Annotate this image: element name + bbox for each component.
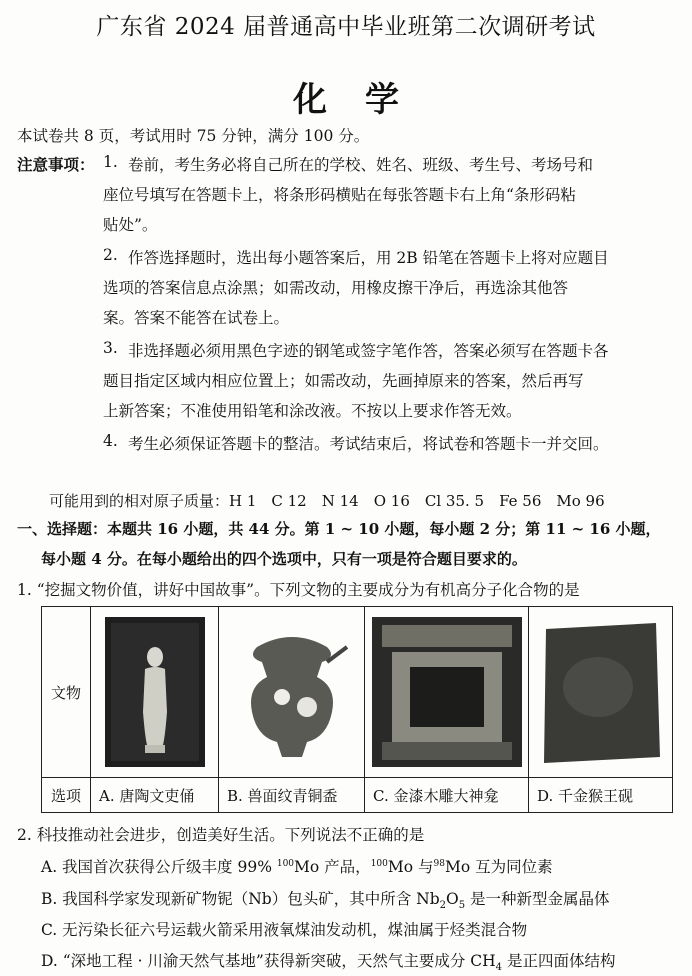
text: Mo 产品， — [294, 858, 371, 876]
monkey-king-inkstone-image — [538, 617, 663, 767]
text: 是一种新型金属晶体 — [465, 890, 610, 908]
mass-number: 100 — [370, 858, 388, 869]
q2-stem: 2. 科技推动社会进步，创造美好生活。下列说法不正确的是 — [17, 826, 425, 844]
atomic-masses: 可能用到的相对原子质量：H 1 C 12 N 14 O 16 Cl 35. 5 Fe 56 Mo 96 — [49, 492, 605, 510]
section1-line1: 一、选择题：本题共 16 小题，共 44 分。第 1 ~ 10 小题，每小题 2 分；第 11 ~ 16 小题， — [17, 520, 661, 538]
q1-option-c: C. 金漆木雕大神龛 — [365, 778, 529, 813]
notice-line: 考生必须保证答题卡的整洁。考试结束后，将试卷和答题卡一并交回。 — [128, 435, 609, 453]
gilded-wood-shrine-image — [372, 617, 522, 767]
notice-line: 贴处”。 — [103, 216, 158, 234]
notice-num: 4. — [103, 432, 118, 450]
text: 是正四面体结构 — [502, 952, 616, 970]
notice-num: 3. — [103, 339, 118, 357]
notice-line: 选项的答案信息点涂黑；如需改动，用橡皮擦干净后，再选涂其他答 — [103, 279, 569, 297]
notice-line: 上新答案；不准使用铅笔和涂改液。不按以上要求作答无效。 — [103, 402, 522, 420]
q1-option-b: B. 兽面纹青铜盉 — [219, 778, 365, 813]
q1-artifact-table — [41, 606, 673, 813]
subject-title: 化学 — [293, 80, 437, 120]
text: B. 我国科学家发现新矿物铌（Nb）包头矿，其中所含 Nb — [41, 890, 440, 908]
text: A. 我国首次获得公斤级丰度 99% — [41, 858, 277, 876]
notice-line: 题目指定区域内相应位置上；如需改动，先画掉原来的答案，然后再写 — [103, 372, 584, 390]
notice-label: 注意事项： — [17, 155, 95, 174]
notice-line: 卷前，考生务必将自己所在的学校、姓名、班级、考生号、考场号和 — [128, 156, 594, 174]
notice-num: 1. — [103, 153, 118, 171]
text: Mo 与 — [387, 858, 434, 876]
notice-line: 作答选择题时，选出每小题答案后，用 2B 铅笔在答题卡上将对应题目 — [128, 249, 609, 267]
text: Mo 互为同位素 — [444, 858, 553, 876]
row-label-artifact: 文物 — [42, 607, 91, 778]
q2-option-d — [41, 949, 615, 973]
q1-option-a: A. 唐陶文吏俑 — [91, 778, 219, 813]
notice-line: 案。答案不能答在试卷上。 — [103, 309, 290, 327]
notice-line: 非选择题必须用黑色字迹的钢笔或签字笔作答，答案必须写在答题卡各 — [128, 342, 609, 360]
subscript: 4 — [495, 962, 503, 974]
mass-number: 98 — [433, 858, 445, 869]
row-label-option: 选项 — [42, 778, 91, 813]
section1-line2: 每小题 4 分。在每小题给出的四个选项中，只有一项是符合题目要求的。 — [41, 550, 527, 568]
text: O — [446, 890, 459, 908]
q1-option-d: D. 千金猴王砚 — [529, 778, 673, 813]
q2-option-b — [41, 887, 610, 911]
intro-text: 本试卷共 8 页，考试用时 75 分钟，满分 100 分。 — [17, 127, 370, 145]
q2-option-a — [41, 855, 553, 877]
text: D. “深地工程 · 川渝天然气基地”获得新突破，天然气主要成分 CH — [41, 952, 496, 970]
q1-stem: 1. “挖掘文物价值，讲好中国故事”。下列文物的主要成分为有机高分子化合物的是 — [17, 581, 580, 599]
mass-number: 100 — [276, 858, 295, 869]
q2-option-c: C. 无污染长征六号运载火箭采用液氧煤油发动机，煤油属于烃类混合物 — [41, 921, 528, 939]
notice-num: 2. — [103, 246, 118, 264]
subscript: 5 — [458, 900, 466, 912]
exam-title: 广东省 2024 届普通高中毕业班第二次调研考试 — [96, 14, 596, 40]
bronze-he-vessel-image — [227, 617, 357, 767]
subscript: 2 — [439, 900, 447, 912]
notice-line: 座位号填写在答题卡上，将条形码横贴在每张答题卡右上角“条形码粘 — [103, 186, 576, 204]
tang-pottery-figurine-image — [105, 617, 205, 767]
